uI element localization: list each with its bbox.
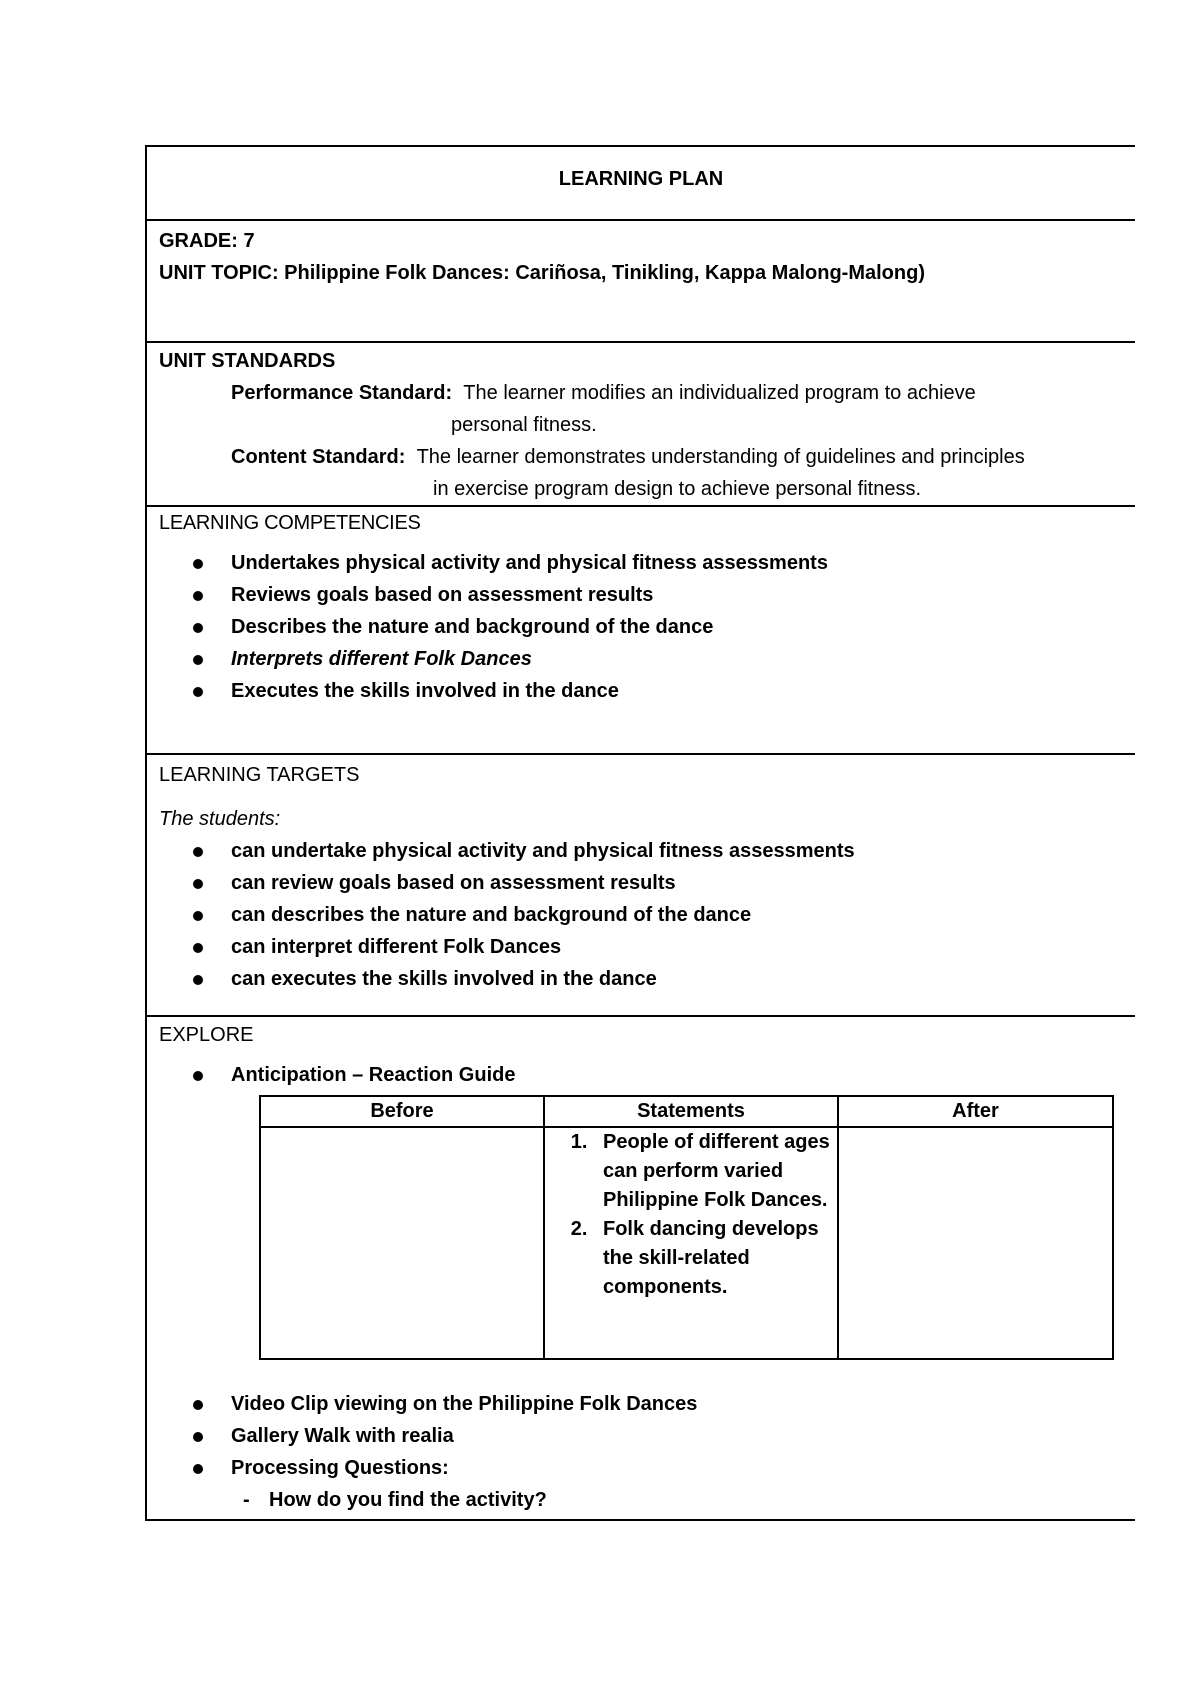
guide-statements-cell xyxy=(544,1127,838,1359)
targets-intro: The students: xyxy=(159,808,281,830)
learning-plan-document xyxy=(145,145,1135,1521)
guide-after-cell xyxy=(838,1127,1113,1359)
competencies-list xyxy=(159,547,1123,707)
unit-standards-cell xyxy=(146,342,1135,506)
list-item: Executes the skills involved in the dance xyxy=(189,675,1123,707)
explore-list xyxy=(159,1388,1123,1484)
grade-label: GRADE: 7 xyxy=(159,230,255,252)
list-item: Video Clip viewing on the Philippine Folk Dances xyxy=(189,1388,1123,1420)
content-standard xyxy=(159,441,1123,473)
targets-list xyxy=(159,835,1123,995)
performance-standard-cont: personal fitness. xyxy=(451,414,597,436)
content-standard-cont: in exercise program design to achieve personal fitness. xyxy=(433,478,922,500)
guide-before-cell xyxy=(260,1127,544,1359)
explore-cell xyxy=(146,1016,1135,1520)
processing-question-text: How do you find the activity? xyxy=(269,1489,547,1511)
unit-topic: UNIT TOPIC: Philippine Folk Dances: Cariñosa, Tinikling, Kappa Malong-Malong) xyxy=(159,262,925,284)
list-item: can interpret different Folk Dances xyxy=(189,931,1123,963)
explore-first-list xyxy=(159,1059,1123,1091)
list-item: 1. People of different ages can perform varied Philippine Folk Dances. xyxy=(593,1128,831,1215)
statements-list xyxy=(551,1128,831,1302)
unit-standards-heading: UNIT STANDARDS xyxy=(159,350,336,372)
list-item: Interprets different Folk Dances xyxy=(189,643,1123,675)
list-item: Processing Questions: xyxy=(189,1452,1123,1484)
content-standard-text: The learner demonstrates understanding of guidelines and principles xyxy=(416,446,1025,468)
list-item: can describes the nature and background of the dance xyxy=(189,899,1123,931)
performance-standard xyxy=(159,377,1123,409)
guide-header-statements: Statements xyxy=(544,1096,838,1127)
list-item: Anticipation – Reaction Guide xyxy=(189,1059,1123,1091)
list-item: Undertakes physical activity and physical fitness assessments xyxy=(189,547,1123,579)
performance-standard-text: The learner modifies an individualized program to achieve xyxy=(463,382,976,404)
learning-plan-table xyxy=(145,145,1135,1521)
guide-header-after: After xyxy=(838,1096,1113,1127)
reaction-guide-table xyxy=(259,1095,1114,1360)
grade-topic-cell xyxy=(146,220,1135,342)
page-title: LEARNING PLAN xyxy=(146,146,1135,220)
explore-heading: EXPLORE xyxy=(159,1024,254,1046)
targets-heading: LEARNING TARGETS xyxy=(159,764,360,786)
list-item: 2. Folk dancing develops the skill-related components. xyxy=(593,1215,831,1302)
performance-standard-label: Performance Standard: xyxy=(231,382,453,404)
content-standard-label: Content Standard: xyxy=(231,446,406,468)
list-item: can undertake physical activity and physical fitness assessments xyxy=(189,835,1123,867)
competencies-heading: LEARNING COMPETENCIES xyxy=(159,512,421,534)
competencies-cell xyxy=(146,506,1135,754)
list-item: can executes the skills involved in the dance xyxy=(189,963,1123,995)
list-item: Describes the nature and background of the dance xyxy=(189,611,1123,643)
list-item: Reviews goals based on assessment results xyxy=(189,579,1123,611)
list-item: can review goals based on assessment results xyxy=(189,867,1123,899)
list-item: Gallery Walk with realia xyxy=(189,1420,1123,1452)
guide-header-before: Before xyxy=(260,1096,544,1127)
processing-question xyxy=(159,1484,1123,1516)
targets-cell xyxy=(146,754,1135,1016)
